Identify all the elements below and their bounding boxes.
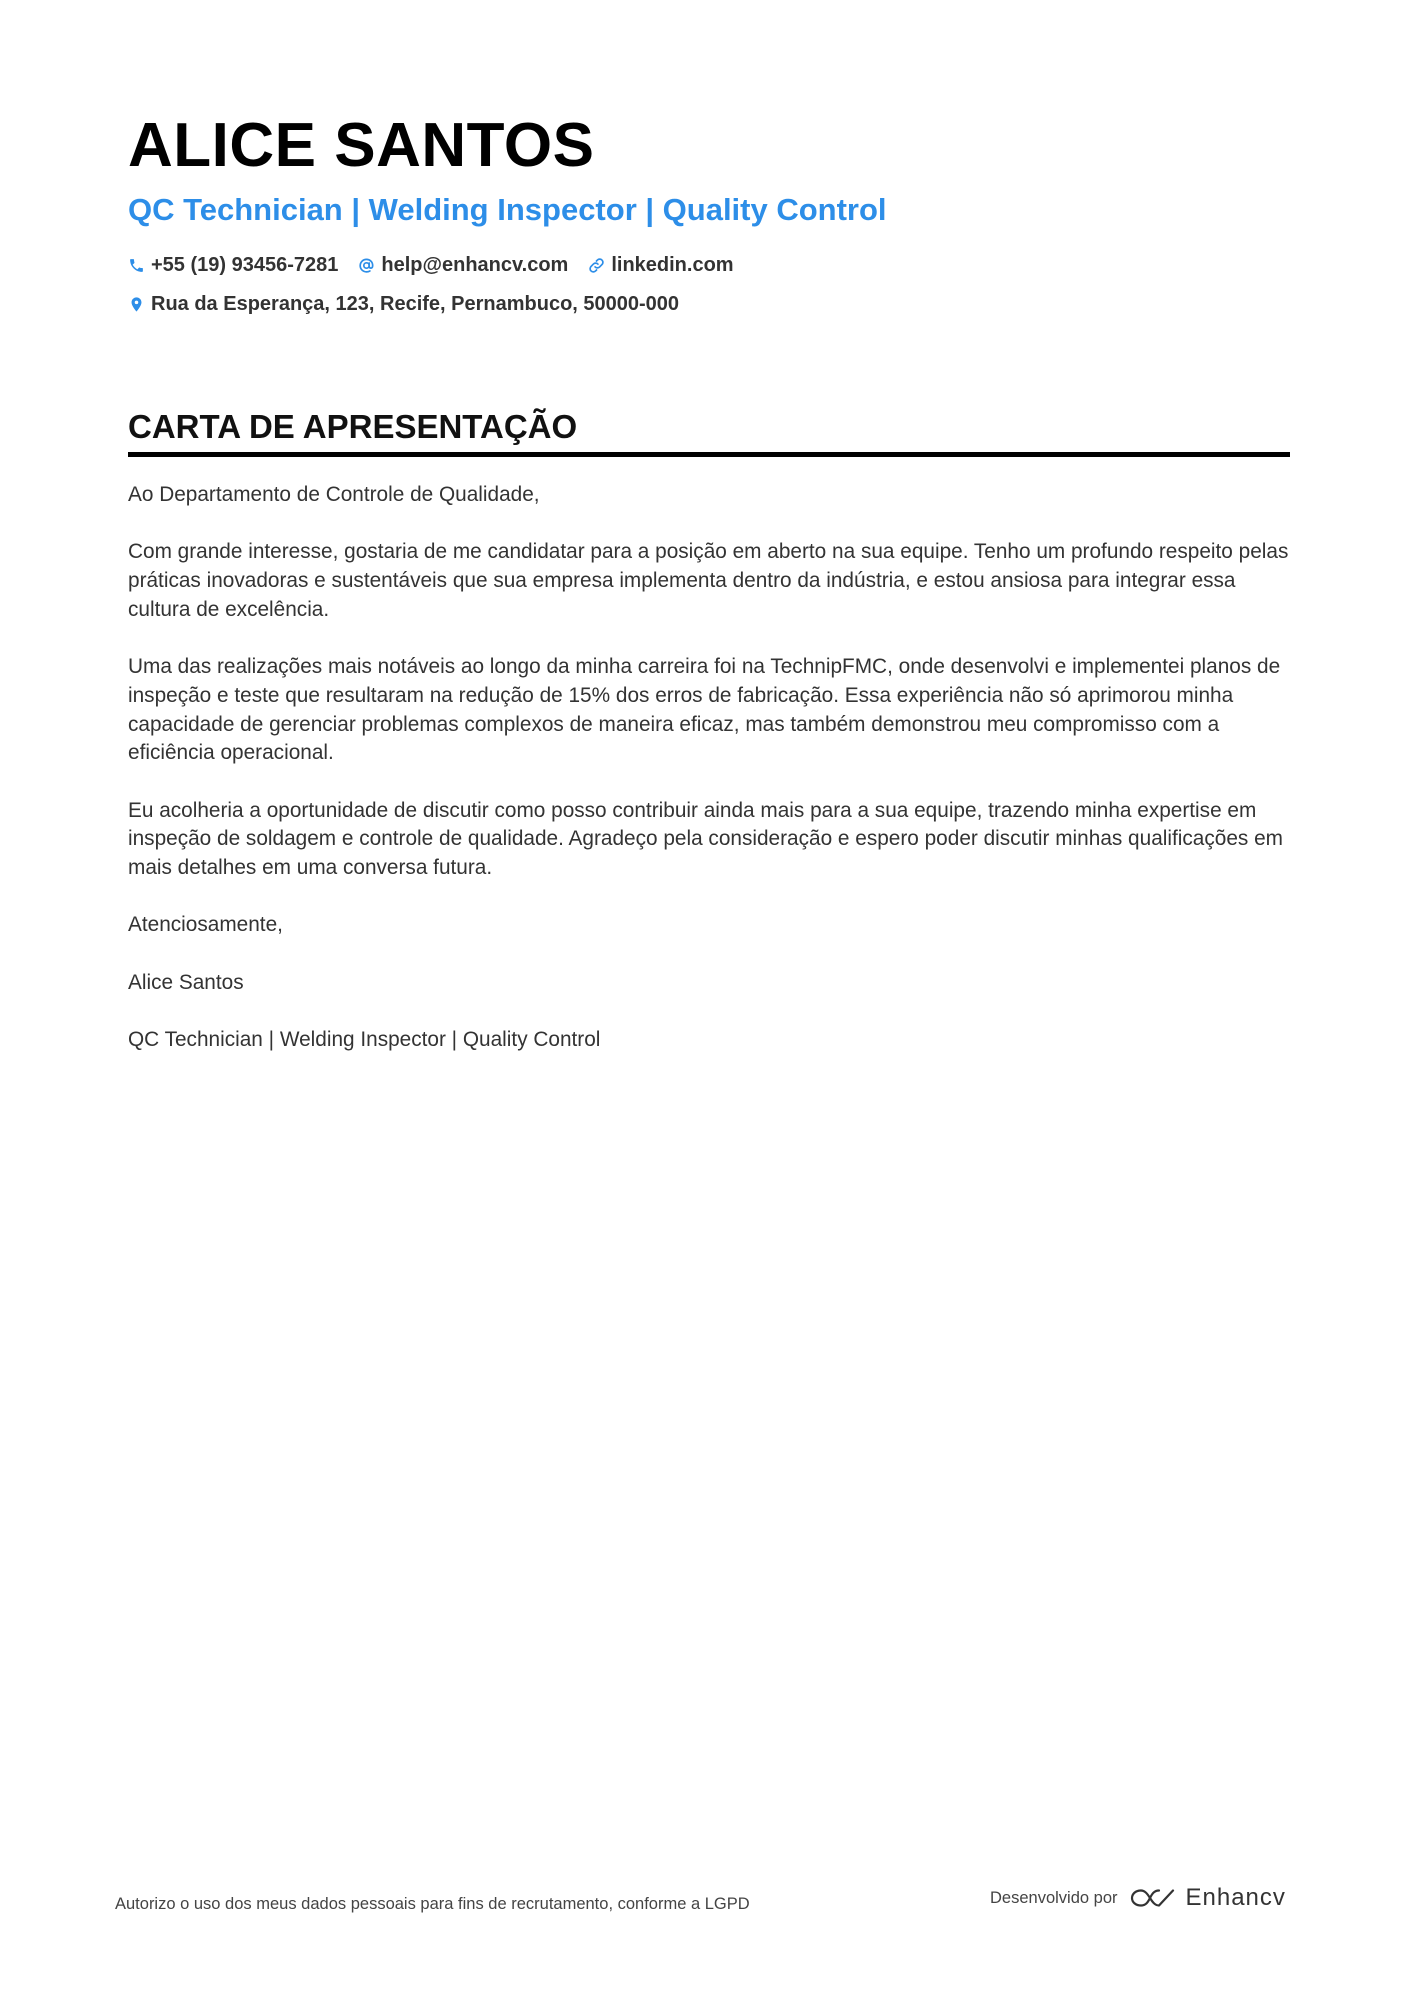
letter-paragraph: Eu acolheria a oportunidade de discutir como posso contribuir ainda mais para a sua equipe, trazendo minha expertise em inspeção de soldagem e controle de qualidade. Agradeço pela consideração e espero poder discutir minhas qualificações em mais detalhes em uma conversa futura.	[128, 798, 1283, 880]
phone-icon	[128, 257, 145, 274]
section-title: CARTA DE APRESENTAÇÃO	[128, 406, 1290, 457]
at-sign-icon	[358, 257, 375, 274]
signature-title: QC Technician | Welding Inspector | Quality Control	[128, 1028, 601, 1052]
letter-paragraph: Com grande interesse, gostaria de me candidatar para a posição em aberto na sua equipe. Tenho um profundo respeito pelas práticas inovadoras e sustentáveis que sua empresa implementa dentro da indústria, e estou ansiosa para integrar essa cultura de excelência.	[128, 540, 1289, 621]
brand-name: Enhancv	[1185, 1884, 1286, 1911]
contact-linkedin[interactable]	[588, 254, 733, 277]
linkedin-text: linkedin.com	[611, 254, 734, 276]
letter-greeting: Ao Departamento de Controle de Qualidade,	[128, 483, 540, 506]
powered-by[interactable]	[990, 1884, 1286, 1912]
contact-phone[interactable]	[128, 254, 338, 277]
link-icon	[588, 257, 605, 274]
signature-name: Alice Santos	[128, 970, 244, 994]
letter-paragraph: Uma das realizações mais notáveis ao longo da minha carreira foi na TechnipFMC, onde desenvolvi e implementei planos de inspeção e teste que resultaram na redução de 15% dos erros de fabricação. Essa experiência não só aprimorou minha capacidade de gerenciar problemas complexos de maneira eficaz, mas também demonstrou meu compromisso com a eficiência operacional.	[128, 655, 1281, 765]
powered-by-label: Desenvolvido por	[990, 1888, 1118, 1907]
letter-body	[128, 481, 1290, 1084]
enhancv-logo	[1130, 1884, 1286, 1912]
candidate-name: ALICE SANTOS	[128, 111, 595, 180]
contact-address	[128, 293, 679, 316]
contact-row-primary	[128, 254, 734, 277]
contact-email[interactable]	[358, 254, 568, 277]
letter-closing: Atenciosamente,	[128, 913, 283, 937]
phone-text: +55 (19) 93456-7281	[151, 254, 339, 276]
map-pin-icon	[128, 296, 145, 313]
candidate-title: QC Technician | Welding Inspector | Quality Control	[128, 192, 887, 227]
address-text: Rua da Esperança, 123, Recife, Pernambuco, 50000-000	[151, 293, 680, 315]
contact-row-address	[128, 293, 679, 316]
enhancv-logo-icon	[1130, 1886, 1176, 1910]
consent-note: Autorizo o uso dos meus dados pessoais para fins de recrutamento, conforme a LGPD	[115, 1895, 750, 1913]
email-text: help@enhancv.com	[381, 254, 569, 276]
